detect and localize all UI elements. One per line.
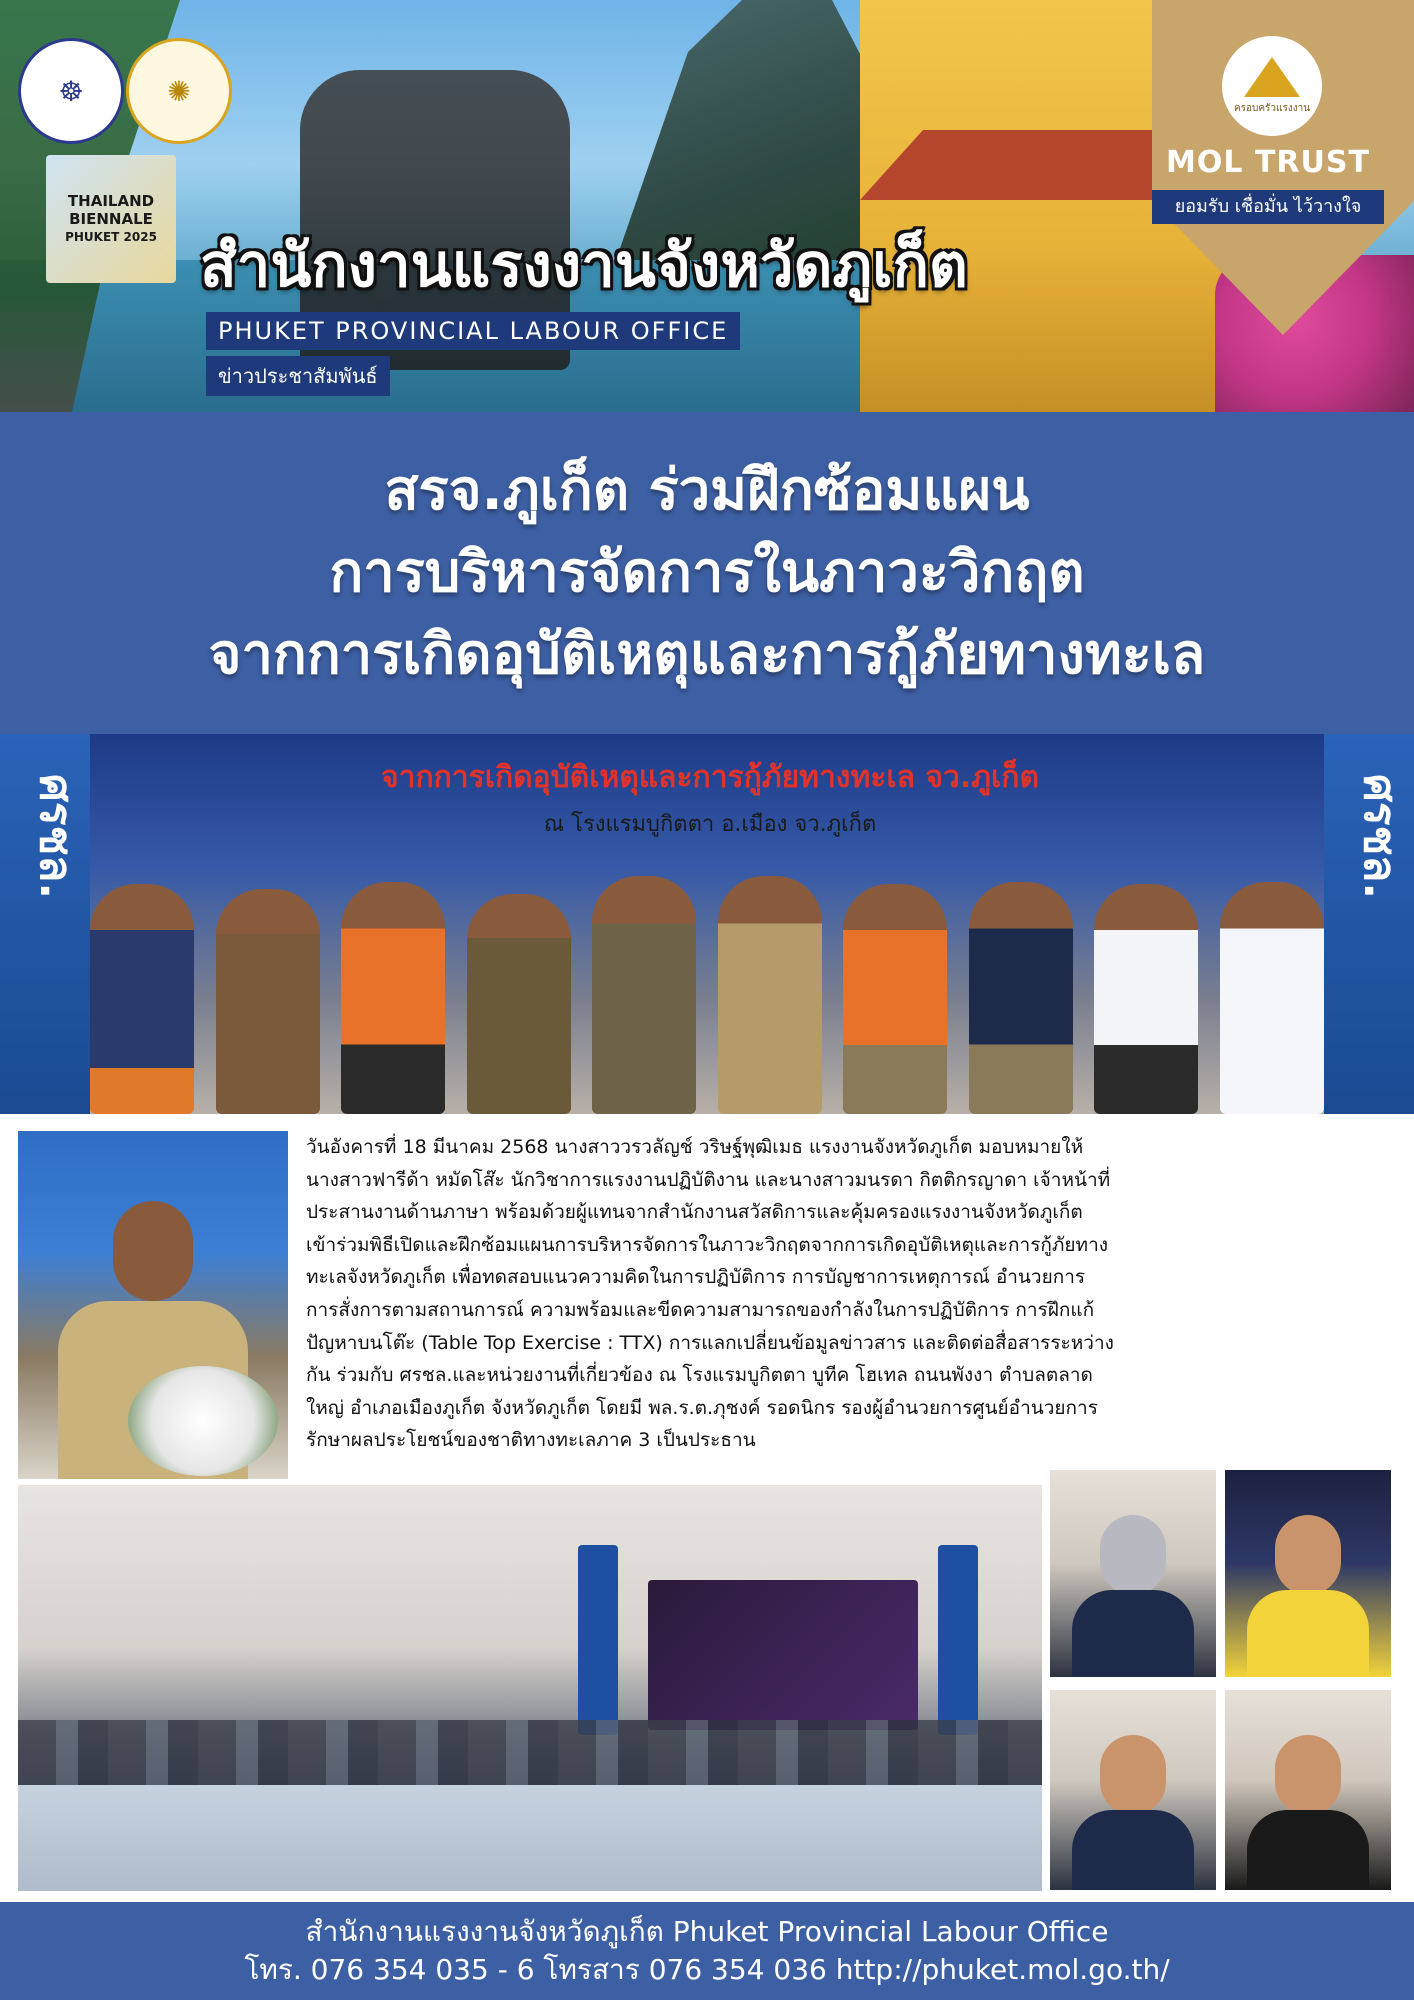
portrait-photo-1 [1050, 1470, 1216, 1677]
section-tag: ข่าวประชาสัมพันธ์ [206, 356, 390, 396]
person-figure [718, 876, 822, 1114]
person-figure [216, 889, 320, 1114]
office-title-th: สำนักงานแรงงานจังหวัดภูเก็ต [200, 231, 968, 301]
screen-title: จากการเกิดอุบัติเหตุและการกู้ภัยทางทะเล จว.ภูเก็ต [381, 760, 1039, 795]
temple-emblem-icon [1244, 57, 1300, 97]
portrait-photo-2 [1225, 1470, 1391, 1677]
portrait-face [1275, 1515, 1341, 1595]
speaker-photo [18, 1131, 288, 1479]
left-rollup-banner [0, 734, 90, 1114]
mol-trust-slogan: ยอมรับ เชื่อมั่น ไว้วางใจ [1152, 190, 1384, 224]
footer-office-name: สำนักงานแรงงานจังหวัดภูเก็ต Phuket Provincial Labour Office [305, 1915, 1109, 1948]
ministry-logo: ✺ [126, 38, 232, 144]
footer-contact: โทร. 076 354 035 - 6 โทรสาร 076 354 036 http://phuket.mol.go.th/ [244, 1953, 1170, 1986]
mol-logo-caption: ครอบครัวแรงงาน [1233, 102, 1311, 114]
portrait-face [1275, 1735, 1341, 1815]
biennale-line3: PHUKET 2025 [65, 230, 157, 244]
room-rollup-banner [578, 1545, 618, 1735]
portrait-face [1100, 1515, 1166, 1595]
headline-line-3: จากการเกิดอุบัติเหตุและการกู้ภัยทางทะเล [208, 622, 1206, 687]
biennale-line2: BIENNALE [69, 210, 153, 228]
mol-family-logo [1222, 36, 1322, 136]
headline-band [0, 412, 1414, 734]
biennale-line1: THAILAND [67, 192, 155, 210]
portrait-shirt [1072, 1810, 1194, 1890]
headline-line-1: สรจ.ภูเก็ต ร่วมฝึกซ้อมแผน [384, 458, 1030, 523]
portrait-shirt [1072, 1590, 1194, 1677]
person-figure [592, 876, 696, 1114]
mol-trust-title: MOL TRUST [1166, 145, 1370, 180]
speaker-head [113, 1201, 193, 1301]
right-banner-text: ศรชล. [1354, 774, 1405, 900]
group-photo [0, 734, 1414, 1114]
command-center-poster [648, 1580, 918, 1730]
person-figure [969, 882, 1073, 1114]
group-people [90, 874, 1324, 1114]
office-title-en: PHUKET PROVINCIAL LABOUR OFFICE [206, 312, 740, 350]
person-figure [843, 884, 947, 1114]
person-figure [90, 884, 194, 1114]
headline-line-2: การบริหารจัดการในภาวะวิกฤต [329, 540, 1085, 605]
meeting-room-photo [18, 1485, 1042, 1891]
flower-bouquet [128, 1366, 278, 1476]
article-body: วันอังคารที่ 18 มีนาคม 2568 นางสาววรวลัญช์ วริษฐ์พุฒิเมธ แรงงานจังหวัดภูเก็ต มอบหมายให้ นางสาวฟารีด้า หมัดโส๊ะ นักวิชาการแรงงานปฏิบัติงาน และนางสาวมนรดา กิตติกรญาดา เจ้าหน้าที่ ประสานงานด้านภาษา พร้อมด้วยผู้แทนจากสำนักงานสวัสดิการและคุ้มครองแรงงานจังหวัดภูเก็ต เข้าร่วมพิธีเปิดและฝึกซ้อมแผนการบริหารจัดการในภาวะวิกฤตจากการเกิดอุบัติเหตุและการกู้ภัยทาง ทะเลจังหวัดภูเก็ต เพื่อทดสอบแนวความคิดในการปฏิบัติการ การบัญชาการเหตุการณ์ อำนวยการ การสั่งการตามสถานการณ์ ความพร้อมและขีดความสามารถของกำลังในการปฏิบัติการ การฝึกแก้ ปัญหาบนโต๊ะ (Table Top Exercise : TTX) การแลกเปลี่ยนข้อมูลข่าวสาร และติดต่อสื่อสารระหว่าง กัน ร่วมกับ ศรชล.และหน่วยงานที่เกี่ยวข้อง ณ โรงแรมบูกิตตา บูทีค โฮเทล ถนนพังงา ตำบลตลาด ใหญ่ อำเภอเมืองภูเก็ต จังหวัดภูเก็ต โดยมี พล.ร.ต.ภุชงค์ รอดนิกร รองผู้อำนวยการศูนย์อำนวยการ รักษาผลประโยชน์ของชาติทางทะเลภาค 3 เป็นประธาน [306, 1136, 1114, 1452]
person-figure [467, 894, 571, 1114]
province-seal-logo: ☸ [18, 38, 124, 144]
portrait-shirt [1247, 1810, 1369, 1890]
person-figure [1220, 882, 1324, 1114]
meeting-tables [18, 1785, 1042, 1891]
portrait-photo-4 [1225, 1690, 1391, 1890]
left-banner-text: ศรชล. [30, 774, 81, 900]
portrait-face [1100, 1735, 1166, 1815]
room-rollup-banner [938, 1545, 978, 1735]
portrait-shirt [1247, 1590, 1369, 1677]
thailand-biennale-logo [46, 155, 176, 283]
footer [0, 1902, 1414, 2000]
screen-subtitle: ณ โรงแรมบูกิตตา อ.เมือง จว.ภูเก็ต [543, 812, 877, 837]
person-figure [1094, 884, 1198, 1114]
right-rollup-banner [1324, 734, 1414, 1114]
portrait-photo-3 [1050, 1690, 1216, 1890]
person-figure [341, 882, 445, 1114]
